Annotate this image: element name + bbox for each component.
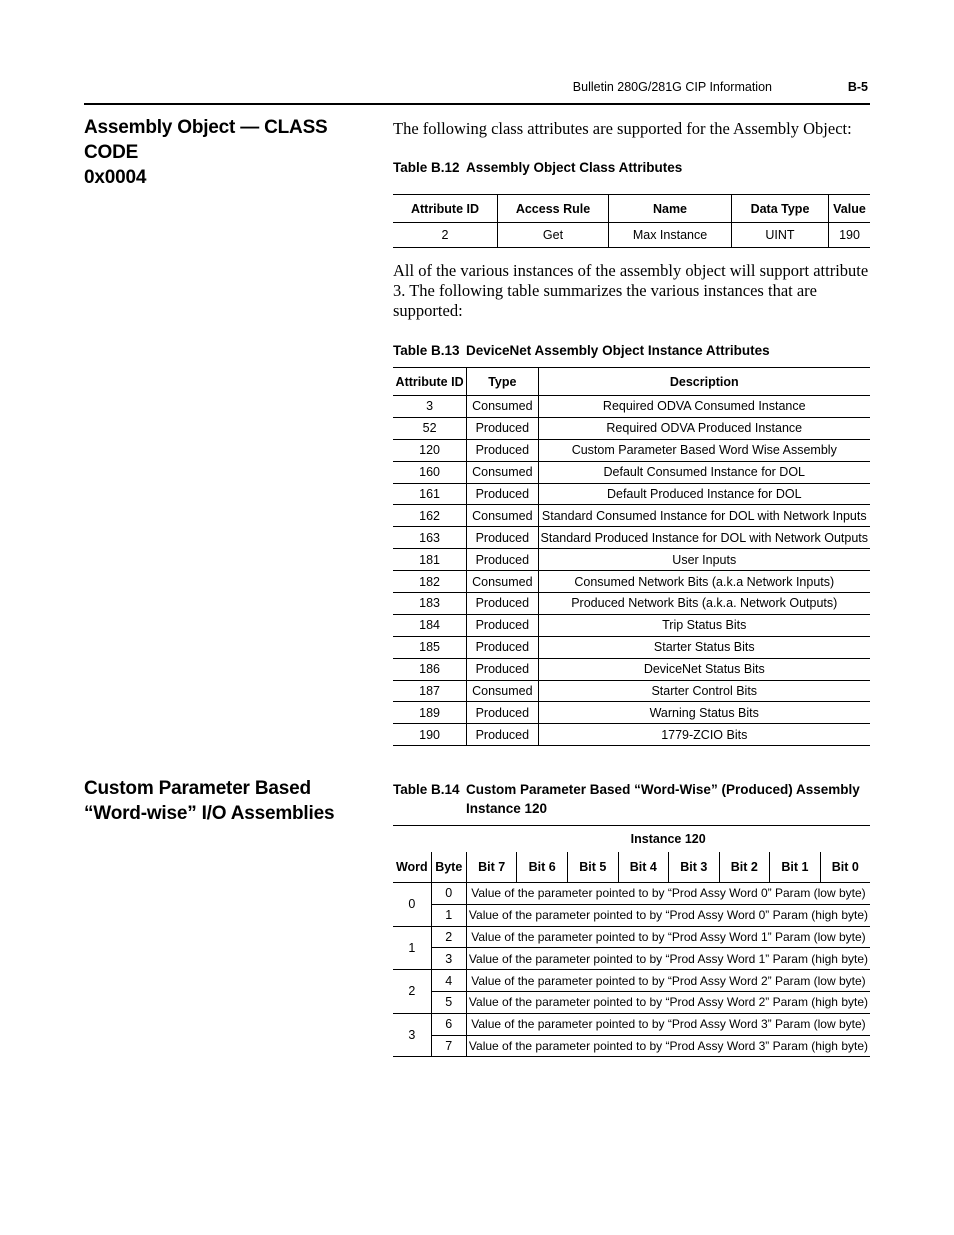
byte-cell: 2 xyxy=(431,926,466,948)
column-header: Data Type xyxy=(732,195,829,223)
table-row xyxy=(393,527,870,549)
table-cell: Produced xyxy=(467,549,538,571)
table-cell: 52 xyxy=(393,417,467,439)
table-cell: 160 xyxy=(393,461,467,483)
bit-header: Bit 5 xyxy=(567,852,618,883)
table-title: Assembly Object Class Attributes xyxy=(466,160,683,175)
table-cell: User Inputs xyxy=(538,549,870,571)
table-number: Table B.12 xyxy=(393,160,460,175)
table-cell: Standard Produced Instance for DOL with Network Outputs xyxy=(538,527,870,549)
column-header: Byte xyxy=(431,852,466,883)
value-cell: Value of the parameter pointed to by “Prod Assy Word 2” Param (low byte) xyxy=(466,970,870,992)
table-cell: Produced xyxy=(467,702,538,724)
header-rule xyxy=(84,103,870,105)
table-row xyxy=(393,593,870,615)
table-number: Table B.14 xyxy=(393,782,460,797)
byte-cell: 3 xyxy=(431,948,466,970)
table-cell: Get xyxy=(498,223,609,248)
table-row xyxy=(393,702,870,724)
table-cell: Default Consumed Instance for DOL xyxy=(538,461,870,483)
table-row xyxy=(393,991,870,1013)
table-cell: Produced xyxy=(467,593,538,615)
table-title: Custom Parameter Based “Word-Wise” (Produced) Assembly xyxy=(466,782,860,797)
column-header: Type xyxy=(467,368,538,396)
table-cell: Produced xyxy=(467,658,538,680)
table-header-row xyxy=(393,195,870,223)
byte-cell: 1 xyxy=(431,904,466,926)
table-cell: 184 xyxy=(393,614,467,636)
bit-header-row xyxy=(393,852,870,883)
table-cell: Produced xyxy=(467,483,538,505)
word-cell: 3 xyxy=(393,1013,431,1057)
table-row xyxy=(393,680,870,702)
table-cell: Consumed xyxy=(467,461,538,483)
table-cell: 183 xyxy=(393,593,467,615)
table-row xyxy=(393,970,870,992)
table-cell: 162 xyxy=(393,505,467,527)
page-number: B-5 xyxy=(847,80,868,94)
table-cell: Max Instance xyxy=(609,223,732,248)
table-cell: DeviceNet Status Bits xyxy=(538,658,870,680)
table-cell: 190 xyxy=(393,724,467,746)
table-cell: Consumed xyxy=(467,571,538,593)
table-b13-caption xyxy=(393,341,871,360)
instances-paragraph: All of the various instances of the assembly object will support attribute 3. The following table summarizes the various instances that are supported: xyxy=(393,261,869,320)
word-wise-assemblies-heading xyxy=(84,776,374,826)
table-row xyxy=(393,439,870,461)
table-row xyxy=(393,658,870,680)
word-wise-assembly-table xyxy=(393,825,870,1057)
bit-header: Bit 4 xyxy=(618,852,669,883)
table-cell: UINT xyxy=(732,223,829,248)
table-row xyxy=(393,505,870,527)
table-cell: Custom Parameter Based Word Wise Assembly xyxy=(538,439,870,461)
column-header: Attribute ID xyxy=(393,195,498,223)
table-cell: Starter Control Bits xyxy=(538,680,870,702)
table-row xyxy=(393,461,870,483)
table-cell: 2 xyxy=(393,223,498,248)
table-cell: Default Produced Instance for DOL xyxy=(538,483,870,505)
table-cell: 163 xyxy=(393,527,467,549)
table-cell: Trip Status Bits xyxy=(538,614,870,636)
header-blank xyxy=(393,826,431,852)
heading-line: Assembly Object — CLASS CODE xyxy=(84,117,328,163)
table-cell: 1779-ZCIO Bits xyxy=(538,724,870,746)
column-header: Description xyxy=(538,368,870,396)
column-header: Access Rule xyxy=(498,195,609,223)
column-header: Attribute ID xyxy=(393,368,467,396)
value-cell: Value of the parameter pointed to by “Prod Assy Word 1” Param (low byte) xyxy=(466,926,870,948)
heading-line: 0x0004 xyxy=(84,167,147,188)
table-row xyxy=(393,904,870,926)
value-cell: Value of the parameter pointed to by “Prod Assy Word 1” Param (high byte) xyxy=(466,948,870,970)
table-number: Table B.13 xyxy=(393,343,460,358)
bit-header: Bit 7 xyxy=(466,852,517,883)
table-cell: Produced xyxy=(467,439,538,461)
table-row xyxy=(393,1013,870,1035)
table-row xyxy=(393,417,870,439)
instance-label: Instance 120 xyxy=(466,826,870,852)
class-attributes-table xyxy=(393,194,870,248)
byte-cell: 4 xyxy=(431,970,466,992)
table-row xyxy=(393,396,870,418)
intro-paragraph: The following class attributes are supported for the Assembly Object: xyxy=(393,119,852,138)
table-cell: 187 xyxy=(393,680,467,702)
byte-cell: 0 xyxy=(431,883,466,905)
table-cell: Warning Status Bits xyxy=(538,702,870,724)
header-blank xyxy=(431,826,466,852)
table-row xyxy=(393,614,870,636)
value-cell: Value of the parameter pointed to by “Prod Assy Word 2” Param (high byte) xyxy=(466,991,870,1013)
word-cell: 2 xyxy=(393,970,431,1014)
table-cell: 185 xyxy=(393,636,467,658)
table-cell: 182 xyxy=(393,571,467,593)
byte-cell: 6 xyxy=(431,1013,466,1035)
table-cell: Required ODVA Produced Instance xyxy=(538,417,870,439)
table-cell: Consumed xyxy=(467,680,538,702)
value-cell: Value of the parameter pointed to by “Prod Assy Word 0” Param (low byte) xyxy=(466,883,870,905)
value-cell: Value of the parameter pointed to by “Prod Assy Word 3” Param (high byte) xyxy=(466,1035,870,1057)
table-title: Instance 120 xyxy=(466,801,548,816)
table-title: DeviceNet Assembly Object Instance Attributes xyxy=(466,343,770,358)
bit-header: Bit 0 xyxy=(820,852,870,883)
table-cell: 186 xyxy=(393,658,467,680)
table-cell: 190 xyxy=(829,223,871,248)
value-cell: Value of the parameter pointed to by “Prod Assy Word 3” Param (low byte) xyxy=(466,1013,870,1035)
table-row xyxy=(393,1035,870,1057)
value-cell: Value of the parameter pointed to by “Prod Assy Word 0” Param (high byte) xyxy=(466,904,870,926)
table-cell: Consumed Network Bits (a.k.a Network Inputs) xyxy=(538,571,870,593)
table-row xyxy=(393,636,870,658)
assembly-object-heading xyxy=(84,115,374,190)
heading-line: Custom Parameter Based xyxy=(84,778,311,799)
table-cell: Starter Status Bits xyxy=(538,636,870,658)
table-row xyxy=(393,883,870,905)
bit-header: Bit 2 xyxy=(719,852,770,883)
column-header: Word xyxy=(393,852,431,883)
table-row xyxy=(393,223,870,248)
table-cell: Produced Network Bits (a.k.a. Network Outputs) xyxy=(538,593,870,615)
table-cell: 3 xyxy=(393,396,467,418)
table-cell: Produced xyxy=(467,527,538,549)
word-cell: 0 xyxy=(393,883,431,927)
table-row xyxy=(393,926,870,948)
running-header-title: Bulletin 280G/281G CIP Information xyxy=(572,80,772,94)
table-cell: Produced xyxy=(467,417,538,439)
table-b14-caption xyxy=(393,780,871,818)
heading-line: “Word-wise” I/O Assemblies xyxy=(84,803,335,824)
column-header: Value xyxy=(829,195,871,223)
instance-header-row xyxy=(393,826,870,852)
table-cell: 189 xyxy=(393,702,467,724)
table-cell: Standard Consumed Instance for DOL with Network Inputs xyxy=(538,505,870,527)
byte-cell: 5 xyxy=(431,991,466,1013)
column-header: Name xyxy=(609,195,732,223)
table-cell: Required ODVA Consumed Instance xyxy=(538,396,870,418)
table-cell: 161 xyxy=(393,483,467,505)
table-row xyxy=(393,483,870,505)
table-row xyxy=(393,724,870,746)
bit-header: Bit 1 xyxy=(770,852,821,883)
table-header-row xyxy=(393,368,870,396)
word-cell: 1 xyxy=(393,926,431,970)
table-cell: 120 xyxy=(393,439,467,461)
bit-header: Bit 6 xyxy=(517,852,568,883)
instance-attributes-table xyxy=(393,367,870,746)
table-cell: Produced xyxy=(467,724,538,746)
bit-header: Bit 3 xyxy=(669,852,720,883)
table-cell: 181 xyxy=(393,549,467,571)
byte-cell: 7 xyxy=(431,1035,466,1057)
table-cell: Consumed xyxy=(467,505,538,527)
table-row xyxy=(393,549,870,571)
table-cell: Produced xyxy=(467,614,538,636)
table-cell: Produced xyxy=(467,636,538,658)
table-row xyxy=(393,948,870,970)
table-b12-caption xyxy=(393,158,871,177)
table-cell: Consumed xyxy=(467,396,538,418)
table-row xyxy=(393,571,870,593)
